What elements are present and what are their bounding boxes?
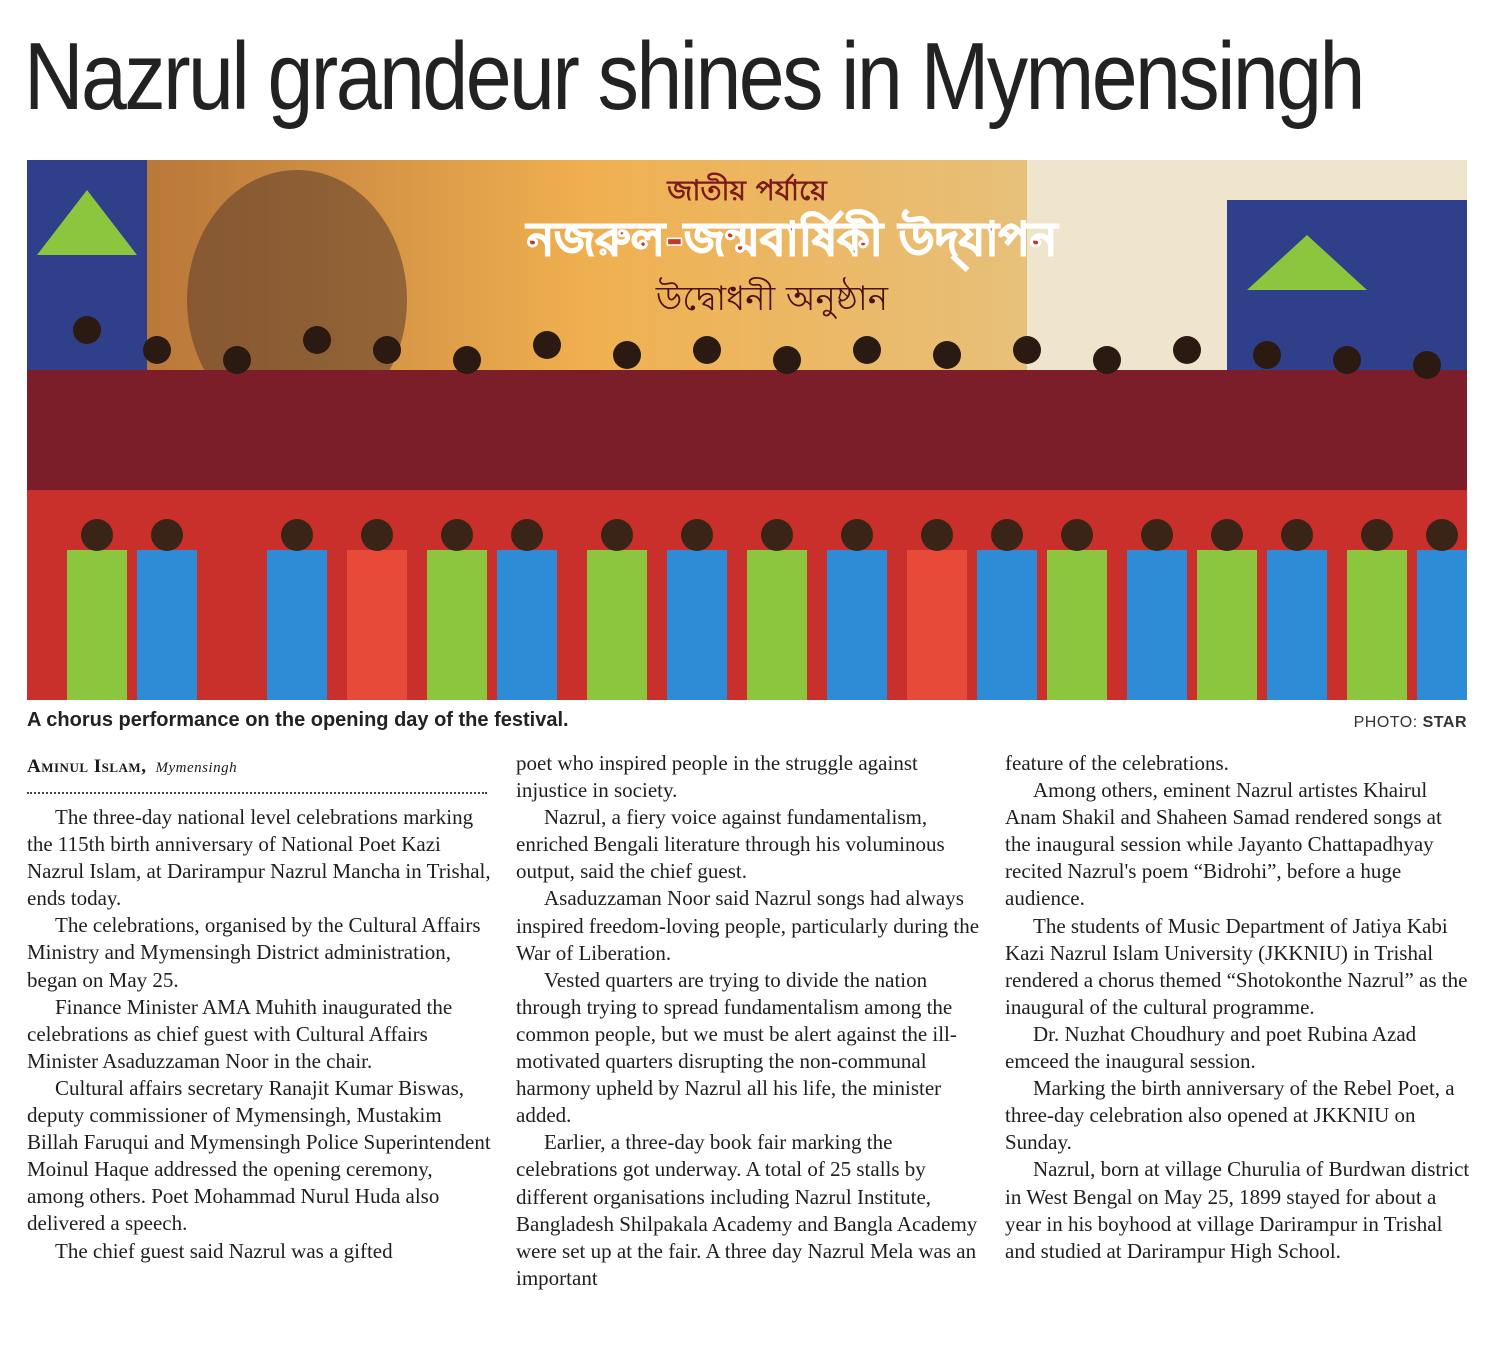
paragraph: Cultural affairs secretary Ranajit Kumar Biswas, deputy commissioner of Mymensingh, Mustakim Billah Faruqui and Mymensingh Police Superintendent Moinul Haque addressed the opening ceremony, among others. Poet Mohammad Nurul Huda also delivered a speech. (27, 1075, 491, 1236)
paragraph: Asaduzzaman Noor said Nazrul songs had always inspired freedom-loving people, particularly during the War of Liberation. (516, 886, 980, 965)
photo-credit (1354, 714, 1467, 732)
paragraph: Dr. Nuzhat Choudhury and poet Rubina Azad emceed the inaugural session. (1005, 1021, 1417, 1074)
article-column-2 (516, 750, 982, 1292)
paragraph: Among others, eminent Nazrul artistes Khairul Anam Shakil and Shaheen Samad rendered songs at the inaugural session while Jayanto Chattapadhyay recited Nazrul's poem “Bidrohi”, before a huge audience. (1005, 778, 1442, 911)
paragraph: Nazrul, a fiery voice against fundamentalism, enriched Bengali literature through his voluminous output, said the chief guest. (516, 805, 945, 884)
photo-caption: A chorus performance on the opening day of the festival. (27, 709, 569, 731)
byline-divider (27, 792, 487, 794)
paragraph: Vested quarters are trying to divide the nation through trying to spread fundamentalism among the common people, but we must be alert against the ill-motivated quarters disrupting the non-communal harmony upheld by Nazrul all his life, the minister added. (516, 967, 957, 1128)
paragraph: The chief guest said Nazrul was a gifted (55, 1238, 393, 1263)
paragraph: Marking the birth anniversary of the Rebel Poet, a three-day celebration also opened at JKKNIU on Sunday. (1005, 1076, 1455, 1155)
paragraph: The celebrations, organised by the Cultural Affairs Ministry and Mymensingh District administration, began on May 25. (27, 913, 481, 992)
article-column-1 (27, 804, 493, 1265)
banner-line3: উদ্বোধনী অনুষ্ঠান (655, 279, 889, 319)
banner-line1: জাতীয় পর্যায়ে (667, 174, 827, 207)
paragraph: poet who inspired people in the struggle against injustice in society. (516, 751, 918, 803)
byline (27, 756, 237, 778)
chorus-photo-illustration (27, 160, 1467, 700)
paragraph: Finance Minister AMA Muhith inaugurated the celebrations as chief guest with Cultural Affairs Minister Asaduzzaman Noor in the chair. (27, 994, 453, 1073)
byline-place: Mymensingh (155, 760, 238, 776)
paragraph: Nazrul, born at village Churulia of Burdwan district in West Bengal on May 25, 1899 stayed for about a year in his boyhood at village Darirampur in Trishal and studied at Darirampur High School. (1005, 1157, 1470, 1263)
paragraph: Earlier, a three-day book fair marking the celebrations got underway. A total of 25 stalls by different organisations including Nazrul Institute, Bangladesh Shilpakala Academy and Bangla Academy were set up at the fair. A three day Nazrul Mela was an important (516, 1130, 978, 1290)
chorus-photo (27, 160, 1467, 700)
paragraph: The students of Music Department of Jatiya Kabi Kazi Nazrul Islam University (JKKNIU) in Trishal rendered a chorus themed “Shotokonthe Nazrul” as the inaugural of the cultural programme. (1005, 913, 1468, 1019)
paragraph: feature of the celebrations. (1005, 751, 1229, 775)
photo-credit-label: PHOTO: (1353, 714, 1418, 731)
banner-line2: নজরুল-জন্মবার্ষিকী উদ্‌যাপন (526, 212, 1058, 266)
headline: Nazrul grandeur shines in Mymensingh (24, 23, 1363, 130)
byline-name: Aminul Islam, (27, 756, 147, 777)
article-column-3 (1005, 750, 1471, 1265)
photo-credit-source: STAR (1422, 714, 1467, 731)
paragraph: The three-day national level celebrations marking the 115th birth anniversary of National Poet Kazi Nazrul Islam, at Darirampur Nazrul Mancha in Trishal, ends today. (27, 805, 491, 911)
